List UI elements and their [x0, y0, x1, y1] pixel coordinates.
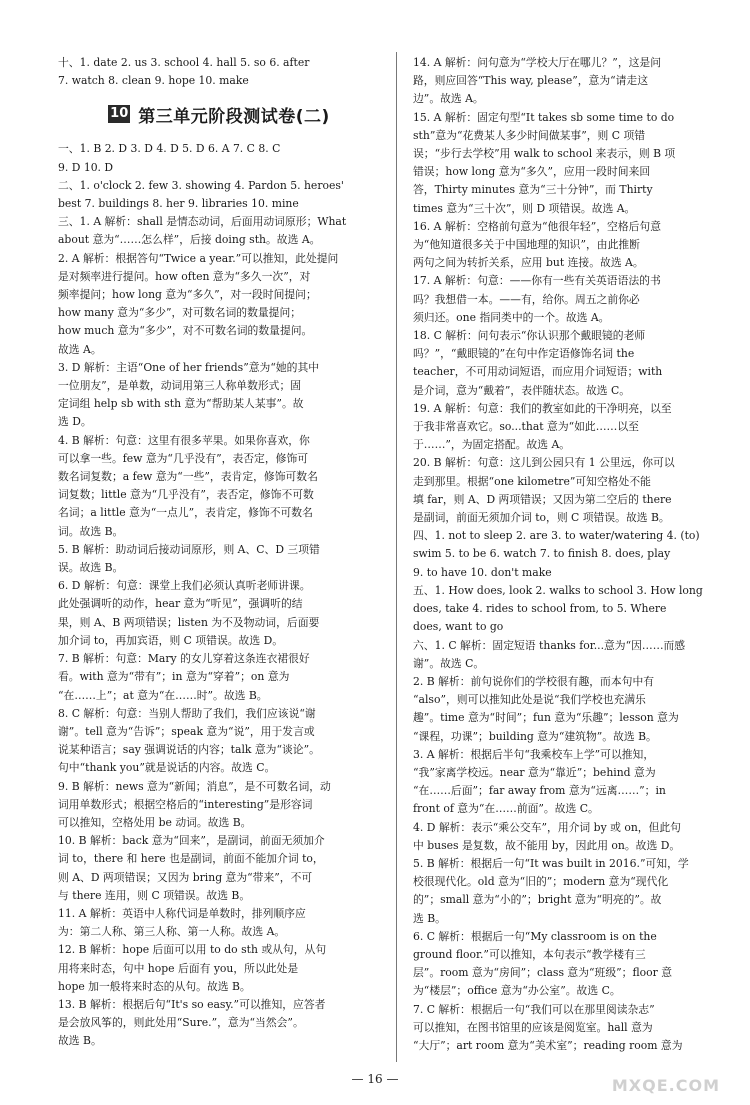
answer-line: 9. to have 10. don't make [413, 565, 552, 579]
answer-line: 说某种语言；say 强调说话的内容；talk 意为“谈论”。 [58, 743, 320, 757]
answer-line: 是副词，前面无须加介词 to，则 C 项错误。故选 B。 [413, 511, 670, 525]
answer-line: 趣”。time 意为“时间”；fun 意为“乐趣”；lesson 意为 [413, 711, 679, 725]
answer-line: 故选 A。 [58, 342, 102, 356]
answer-line: 故选 B。 [58, 1034, 102, 1048]
answer-line: 4. D 解析：表示“乘公交车”，用介词 by 或 on，但此句 [413, 820, 681, 834]
answer-line: 误。故选 B。 [58, 561, 124, 575]
answer-line: 错误；how long 意为“多久”，应用一段时间来回 [413, 165, 651, 179]
answer-line: teacher，不可用动词短语，而应用介词短语；with [413, 365, 663, 379]
answer-line: “我”家离学校远。near 意为“靠近”；behind 意为 [413, 765, 656, 779]
answer-line: 8. C 解析：句意：当别人帮助了我们，我们应该说“谢 [58, 706, 316, 720]
answer-line: times 意为“三十次”，则 D 项错误。故选 A。 [413, 201, 636, 215]
answer-line: 可以推知，在图书馆里的应该是阅览室。hall 意为 [413, 1020, 653, 1034]
answer-line: 选 D。 [58, 415, 92, 429]
left-column [58, 54, 380, 1051]
answer-line: 数名词复数；a few 意为“一些”，表肯定，修饰可数名 [58, 470, 318, 484]
answer-line: 与 there 连用，则 C 项错误。故选 B。 [58, 888, 251, 902]
answer-line: best 7. buildings 8. her 9. libraries 10. mine [58, 197, 299, 211]
answer-line: does, take 4. rides to school from, to 5. Where [413, 602, 667, 616]
answer-line: 可以推知，空格处用 be 动词。故选 B。 [58, 815, 252, 829]
answer-line: 加介词 to，再加宾语，则 C 项错误。故选 D。 [58, 633, 284, 647]
answer-line: 为“楼层”；office 意为“办公室”。故选 C。 [413, 984, 621, 998]
answer-line: 名词；a little 意为“一点儿”，表肯定，修饰不可数名 [58, 506, 313, 520]
answer-line: “在……上”；at 意为“在……时”。故选 B。 [58, 688, 268, 702]
answer-line: “大厅”；art room 意为“美术室”；reading room 意为 [413, 1038, 683, 1052]
answer-line: 为：第二人称、第三人称、第一人称。故选 A。 [58, 925, 286, 939]
answer-line: 误；“步行去学校”用 walk to school 来表示，则 B 项 [413, 147, 676, 161]
answer-line: 二、1. o'clock 2. few 3. showing 4. Pardon 5. heroes' [58, 178, 344, 192]
answer-line: 词用单数形式；根据空格后的“interesting”是形容词 [58, 797, 313, 811]
answer-line: “在……后面”；far away from 意为“远离……”；in [413, 784, 666, 798]
answer-line: 14. A 解析：问句意为“学校大厅在哪儿？”，这是问 [413, 56, 662, 69]
title-text: 第三单元阶段测试卷(二) [138, 106, 330, 127]
answer-line: 13. B 解析：根据后句“It's so easy.”可以推知，应答者 [58, 997, 326, 1011]
answer-line: 6. D 解析：句意：课堂上我们必须认真听老师讲课。 [58, 579, 311, 593]
answer-line: 19. A 解析：句意：我们的教室如此的干净明亮，以至 [413, 401, 672, 415]
answer-line: does, want to go [413, 620, 504, 634]
answer-line: 中 buses 是复数，故不能用 by，因此用 on。故选 D。 [413, 838, 681, 852]
answer-line: 为“他知道很多关于中国地理的知识”，由此推断 [413, 238, 640, 252]
answer-line: 谢”。tell 意为“告诉”；speak 意为“说”，用于发言或 [58, 724, 315, 738]
answer-line: 一位朋友”，是单数，动词用第三人称单数形式；固 [58, 379, 302, 393]
answer-line: 句中“thank you”就是说话的内容。故选 C。 [58, 761, 276, 775]
answer-line: 六、1. C 解析：固定短语 thanks for...意为“因……而感 [413, 638, 686, 652]
left-answers [58, 140, 380, 1050]
right-column [413, 54, 713, 1055]
answer-line: 须归还。one 指同类中的一个。故选 A。 [413, 310, 610, 324]
watermark-logo: MXQE.COM [611, 1076, 720, 1095]
answer-line: 5. B 解析：助动词后接动词原形，则 A、C、D 三项错 [58, 542, 320, 556]
answer-line: 2. B 解析：前句说你们的学校很有趣，而本句中有 [413, 674, 655, 688]
answer-line: swim 5. to be 6. watch 7. to finish 8. does, play [413, 547, 671, 561]
answer-line: 是介词，意为“戴着”，表伴随状态。故选 C。 [413, 383, 631, 397]
answer-line: 12. B 解析：hope 后面可以用 to do sth 或从句，从句 [58, 943, 327, 957]
answer-line: 是对频率进行提问。how often 意为“多久一次”，对 [58, 269, 311, 283]
answer-line: 选 B。 [413, 911, 446, 925]
answer-line: 看。with 意为“带有”；in 意为“穿着”；on 意为 [58, 670, 290, 684]
answer-line: 定词组 help sb with sth 意为“帮助某人某事”。故 [58, 397, 304, 411]
answer-line: 路，则应回答“This way, please”，意为“请走这 [413, 74, 649, 88]
title-number-badge: 10 [110, 106, 129, 122]
answer-line: 15. A 解析：固定句型“It takes sb some time to do [413, 110, 675, 124]
answer-line: 三、1. A 解析：shall 是情态动词，后面用动词原形；What [58, 215, 347, 229]
right-answers [413, 54, 713, 1055]
answer-line: 4. B 解析：句意：这里有很多苹果。如果你喜欢，你 [58, 433, 310, 447]
answer-line: 18. C 解析：问句表示“你认识那个戴眼镜的老师 [413, 329, 646, 343]
answer-line: 十、1. date 2. us 3. school 4. hall 5. so 6. after [58, 56, 310, 69]
answer-line: 边”。故选 A。 [413, 92, 484, 106]
answer-line: 谢”。故选 C。 [413, 656, 485, 670]
answer-line: 2. A 解析：根据答句“Twice a year.”可以推知，此处提问 [58, 251, 339, 265]
answer-line: 吗？”，“戴眼镜的”在句中作定语修饰名词 the [413, 347, 635, 361]
answer-line: ground floor.”可以推知，本句表示“教学楼有三 [413, 947, 646, 961]
answer-line: 答，Thirty minutes 意为“三十分钟”，而 Thirty [413, 183, 653, 197]
answer-line: 用将来时态，句中 hope 后面有 you，所以此处是 [58, 961, 299, 975]
answer-line: 于我非常喜欢它。so...that 意为“如此……以至 [413, 420, 639, 434]
answer-line: 则 A、D 两项错误；又因为 bring 意为“带来”，不可 [58, 870, 313, 884]
answer-line: sth”意为“花费某人多少时间做某事”，则 C 项错 [413, 128, 646, 142]
answer-line: 3. A 解析：根据后半句“我乘校车上学”可以推知， [413, 747, 655, 761]
answer-line: 7. watch 8. clean 9. hope 10. make [58, 74, 249, 88]
answer-line: 9. B 解析：news 意为“新闻；消息”，是不可数名词，动 [58, 779, 331, 793]
answer-line: 果，则 A、B 两项错误；listen 为不及物动词，后面要 [58, 615, 320, 629]
answer-line: 10. B 解析：back 意为“回来”，是副词，前面无须加介 [58, 834, 325, 848]
answer-line: 吗？我想借一本。——有，给你。周五之前你必 [413, 292, 640, 306]
answer-line: 16. A 解析：空格前句意为“他很年轻”，空格后句意 [413, 219, 662, 233]
answer-line: 7. B 解析：句意：Mary 的女儿穿着这条连衣裙很好 [58, 652, 310, 666]
answer-line: 于……”，为固定搭配。故选 A。 [413, 438, 571, 452]
answer-line: 11. A 解析：英语中人称代词是单数时，排列顺序应 [58, 906, 306, 920]
answer-line: 此处强调听的动作，hear 意为“听见”，强调听的结 [58, 597, 303, 611]
answer-line: 7. C 解析：根据后一句“我们可以在那里阅读杂志” [413, 1002, 655, 1016]
answer-line: 词 to，there 和 here 也是副词，前面不能加介词 to， [58, 852, 324, 866]
column-divider [396, 52, 397, 1062]
answer-line: how many 意为“多少”，对可数名词的数量提问； [58, 306, 302, 320]
answer-line: 五、1. How does, look 2. walks to school 3. How long [413, 583, 703, 597]
page-number: — 16 — [351, 1072, 399, 1086]
answer-line: 5. B 解析：根据后一句“It was built in 2016.”可知，学 [413, 856, 689, 870]
answer-line: 词。故选 B。 [58, 524, 124, 538]
answer-line: “课程，功课”；building 意为“建筑物”。故选 B。 [413, 729, 657, 743]
answer-line: 两句之间为转折关系，应用 but 连接。故选 A。 [413, 256, 644, 270]
answer-line: 可以拿一些。few 意为“几乎没有”，表否定，修饰可 [58, 451, 309, 465]
unit-test-title [58, 92, 380, 136]
answer-line: 17. A 解析：句意：——你有一些有关英语语法的书 [413, 274, 661, 288]
answer-line: “also”，则可以推知此处是说“我们学校也充满乐 [413, 693, 646, 707]
answer-line: 6. C 解析：根据后一句“My classroom is on the [413, 929, 657, 943]
answer-line: how much 意为“多少”，对不可数名词的数量提问。 [58, 324, 313, 338]
answer-line: 校很现代化。old 意为“旧的”；modern 意为“现代化 [413, 875, 669, 889]
section-ten-answers [58, 54, 380, 90]
answer-line: 填 far，则 A、D 两项错误；又因为第二空后的 there [413, 492, 672, 506]
answer-line: 是会放风筝的，则此处用“Sure.”，意为“当然会”。 [58, 1016, 304, 1030]
answer-line: hope 加一般将来时态的从句。故选 B。 [58, 979, 251, 993]
answer-line: about 意为“……怎么样”，后接 doing sth。故选 A。 [58, 233, 321, 247]
answer-line: front of 意为“在……前面”。故选 C。 [413, 802, 599, 816]
answer-line: 3. D 解析：主语“One of her friends”意为“她的其中 [58, 360, 320, 374]
answer-line: 四、1. not to sleep 2. are 3. to water/watering 4. (to) [413, 529, 700, 543]
answer-line: 层”。room 意为“房间”；class 意为“班级”；floor 意 [413, 966, 673, 980]
answer-line: 9. D 10. D [58, 160, 114, 174]
answer-line: 一、1. B 2. D 3. D 4. D 5. D 6. A 7. C 8. C [58, 142, 281, 156]
answer-line: 词复数；little 意为“几乎没有”，表否定，修饰不可数 [58, 488, 314, 502]
answer-line: 的”；small 意为“小的”；bright 意为“明亮的”。故 [413, 893, 662, 907]
answer-line: 频率提问；how long 意为“多久”，对一段时间提问； [58, 288, 317, 302]
answer-line: 走到那里。根据“one kilometre”可知空格处不能 [413, 474, 651, 488]
answer-line: 20. B 解析：句意：这儿到公园只有 1 公里远，你可以 [413, 456, 675, 470]
